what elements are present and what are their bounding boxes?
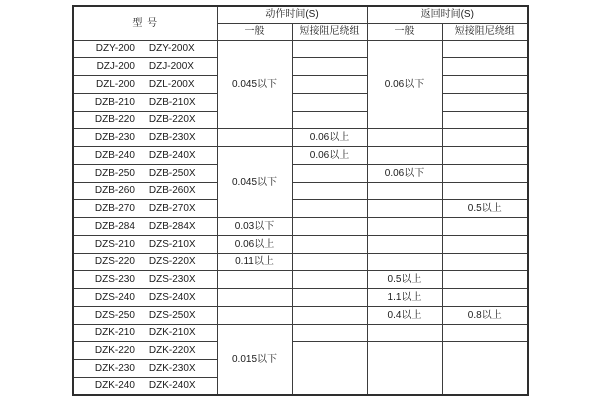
- table-row: [73, 324, 528, 342]
- model-pair: [74, 363, 217, 374]
- model-pair: [74, 203, 217, 214]
- model-name: DZK-210: [94, 327, 135, 339]
- model-cell: [73, 200, 217, 218]
- model-name: DZS-250: [94, 309, 135, 321]
- value-cell-return-damped: [442, 164, 528, 182]
- model-pair: [74, 256, 217, 267]
- value-cell-action-general: [217, 129, 292, 147]
- value-cell-action-damped: [292, 58, 367, 76]
- table-row: [73, 235, 528, 253]
- model-cell: [73, 129, 217, 147]
- table-row: [73, 76, 528, 94]
- header-return-time-group: 返回时间(S): [367, 6, 528, 23]
- model-name: DZB-260: [94, 185, 135, 197]
- value-cell-return-damped: [442, 289, 528, 307]
- table-row: [73, 40, 528, 58]
- model-name: DZB-284: [94, 220, 135, 232]
- model-pair: [74, 221, 217, 232]
- table-row: [73, 200, 528, 218]
- table-header: [73, 6, 528, 40]
- model-pair: [74, 79, 217, 90]
- value-cell-action-general: 0.045以下: [217, 147, 292, 218]
- model-name: DZJ-200: [96, 61, 135, 73]
- model-name: DZK-230: [94, 362, 135, 374]
- table-row: [73, 306, 528, 324]
- model-name: DZB-210: [94, 96, 135, 108]
- value-cell-return-damped: [442, 76, 528, 94]
- model-cell: [73, 271, 217, 289]
- value-cell-action-general: [217, 271, 292, 289]
- value-cell-action-damped: [292, 289, 367, 307]
- table-row: [73, 111, 528, 129]
- value-cell-return-damped: [442, 253, 528, 271]
- model-cell: [73, 93, 217, 111]
- header-action-general: 一般: [217, 23, 292, 40]
- model-name-x-variant: DZB-250X: [148, 167, 196, 179]
- model-name: DZS-240: [94, 291, 135, 303]
- model-name: DZB-270: [94, 203, 135, 215]
- model-name: DZY-200: [95, 43, 135, 55]
- header-return-damped-winding: 短接阻尼绕组: [442, 23, 528, 40]
- value-cell-action-general: 0.11以上: [217, 253, 292, 271]
- value-cell-return-general: 0.5以上: [367, 271, 442, 289]
- value-cell-return-general: [367, 324, 442, 342]
- model-name: DZB-220: [94, 114, 135, 126]
- model-cell: [73, 218, 217, 236]
- model-name-x-variant: DZB-270X: [148, 203, 196, 215]
- header-action-time-group: 动作时间(S): [217, 6, 367, 23]
- value-cell-return-damped: [442, 182, 528, 200]
- value-cell-action-damped: [292, 324, 367, 342]
- model-pair: [74, 185, 217, 196]
- value-cell-action-damped: [292, 218, 367, 236]
- value-cell-return-damped: [442, 324, 528, 342]
- model-name-x-variant: DZB-260X: [148, 185, 196, 197]
- table-row: [73, 289, 528, 307]
- value-cell-action-damped: 0.06以上: [292, 129, 367, 147]
- model-cell: [73, 342, 217, 360]
- model-cell: [73, 306, 217, 324]
- header-row-groups: [73, 6, 528, 23]
- model-name-x-variant: DZS-210X: [148, 238, 196, 250]
- value-cell-return-general: [367, 342, 442, 395]
- model-name-x-variant: DZK-220X: [148, 345, 196, 357]
- model-name: DZK-240: [94, 380, 135, 392]
- value-cell-action-general: 0.015以下: [217, 324, 292, 395]
- table-row: [73, 58, 528, 76]
- table-row: [73, 253, 528, 271]
- value-cell-return-damped: [442, 147, 528, 165]
- model-name-x-variant: DZB-230X: [148, 132, 196, 144]
- value-cell-action-damped: [292, 271, 367, 289]
- header-action-damped-winding: 短接阻尼绕组: [292, 23, 367, 40]
- model-cell: [73, 324, 217, 342]
- model-pair: [74, 150, 217, 161]
- model-pair: [74, 310, 217, 321]
- value-cell-action-damped: [292, 164, 367, 182]
- value-cell-return-general: 0.06以下: [367, 164, 442, 182]
- model-pair: [74, 274, 217, 285]
- model-cell: [73, 182, 217, 200]
- model-cell: [73, 40, 217, 58]
- model-name: DZS-230: [94, 274, 135, 286]
- model-cell: [73, 111, 217, 129]
- value-cell-action-damped: [292, 200, 367, 218]
- value-cell-action-damped: [292, 253, 367, 271]
- table-row: [73, 93, 528, 111]
- value-cell-action-general: 0.045以下: [217, 40, 292, 129]
- model-name-x-variant: DZJ-200X: [148, 61, 194, 73]
- model-pair: [74, 97, 217, 108]
- value-cell-action-damped: [292, 111, 367, 129]
- value-cell-action-damped: [292, 93, 367, 111]
- model-name-x-variant: DZK-240X: [148, 380, 196, 392]
- model-name: DZB-230: [94, 132, 135, 144]
- value-cell-return-general: [367, 182, 442, 200]
- model-name-x-variant: DZS-250X: [148, 309, 196, 321]
- table-row: [73, 218, 528, 236]
- value-cell-return-general: 0.4以上: [367, 306, 442, 324]
- model-name-x-variant: DZK-210X: [148, 327, 196, 339]
- model-name-x-variant: DZS-220X: [148, 256, 196, 268]
- model-name-x-variant: DZB-220X: [148, 114, 196, 126]
- model-name-x-variant: DZB-284X: [148, 220, 196, 232]
- model-cell: [73, 164, 217, 182]
- model-pair: [74, 132, 217, 143]
- value-cell-return-general: [367, 129, 442, 147]
- table-row: [73, 129, 528, 147]
- value-cell-return-damped: [442, 93, 528, 111]
- table-row: [73, 182, 528, 200]
- value-cell-return-general: [367, 218, 442, 236]
- model-name: DZS-220: [94, 256, 135, 268]
- model-name: DZK-220: [94, 345, 135, 357]
- value-cell-action-damped: 0.06以上: [292, 147, 367, 165]
- model-name-x-variant: DZS-240X: [148, 291, 196, 303]
- model-pair: [74, 239, 217, 250]
- model-cell: [73, 235, 217, 253]
- value-cell-return-damped: 0.5以上: [442, 200, 528, 218]
- value-cell-return-damped: [442, 129, 528, 147]
- model-pair: [74, 327, 217, 338]
- model-pair: [74, 345, 217, 356]
- model-pair: [74, 43, 217, 54]
- header-return-general: 一般: [367, 23, 442, 40]
- model-name: DZB-250: [94, 167, 135, 179]
- value-cell-return-damped: 0.8以上: [442, 306, 528, 324]
- model-name: DZB-240: [94, 149, 135, 161]
- table-row: [73, 164, 528, 182]
- relay-spec-table: [72, 5, 529, 396]
- value-cell-action-general: 0.06以上: [217, 235, 292, 253]
- value-cell-return-general: [367, 253, 442, 271]
- model-cell: [73, 377, 217, 395]
- value-cell-return-damped: [442, 111, 528, 129]
- model-pair: [74, 380, 217, 391]
- value-cell-return-general: [367, 147, 442, 165]
- table-row: [73, 271, 528, 289]
- model-pair: [74, 292, 217, 303]
- value-cell-action-damped: [292, 235, 367, 253]
- value-cell-return-damped: [442, 40, 528, 58]
- model-name-x-variant: DZB-240X: [148, 149, 196, 161]
- model-pair: [74, 114, 217, 125]
- value-cell-action-damped: [292, 182, 367, 200]
- model-cell: [73, 147, 217, 165]
- model-cell: [73, 253, 217, 271]
- value-cell-action-general: [217, 306, 292, 324]
- model-name-x-variant: DZL-200X: [148, 78, 195, 90]
- model-name: DZS-210: [94, 238, 135, 250]
- model-name-x-variant: DZY-200X: [148, 43, 195, 55]
- value-cell-return-general: [367, 235, 442, 253]
- value-cell-action-general: 0.03以下: [217, 218, 292, 236]
- model-name: DZL-200: [96, 78, 135, 90]
- value-cell-return-damped: [442, 342, 528, 395]
- model-cell: [73, 360, 217, 378]
- value-cell-action-damped: [292, 40, 367, 58]
- value-cell-return-damped: [442, 271, 528, 289]
- model-cell: [73, 58, 217, 76]
- value-cell-return-damped: [442, 58, 528, 76]
- table-row: [73, 147, 528, 165]
- value-cell-return-general: 1.1以上: [367, 289, 442, 307]
- value-cell-action-damped: [292, 342, 367, 395]
- value-cell-action-general: [217, 289, 292, 307]
- value-cell-return-general: [367, 200, 442, 218]
- header-model-column: 型 号: [73, 6, 217, 40]
- model-name-x-variant: DZB-210X: [148, 96, 196, 108]
- model-cell: [73, 76, 217, 94]
- value-cell-action-damped: [292, 306, 367, 324]
- value-cell-return-damped: [442, 218, 528, 236]
- value-cell-return-damped: [442, 235, 528, 253]
- model-pair: [74, 168, 217, 179]
- model-name-x-variant: DZS-230X: [148, 274, 196, 286]
- model-pair: [74, 61, 217, 72]
- value-cell-action-damped: [292, 76, 367, 94]
- model-name-x-variant: DZK-230X: [148, 362, 196, 374]
- value-cell-return-general: 0.06以下: [367, 40, 442, 129]
- table-row: [73, 342, 528, 360]
- table-body: [73, 40, 528, 395]
- model-cell: [73, 289, 217, 307]
